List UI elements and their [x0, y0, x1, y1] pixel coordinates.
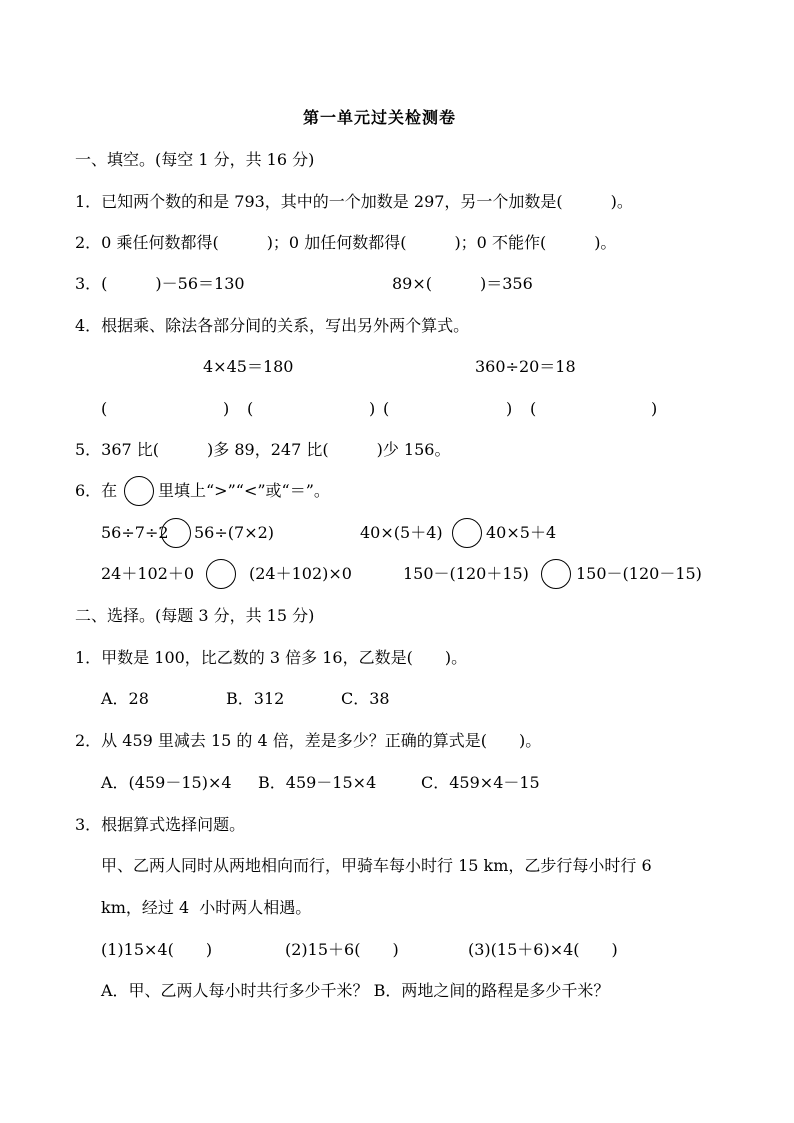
s2-q3-choices: A．甲、乙两人每小时共行多少千米？ B．两地之间的路程是多少千米？ — [101, 981, 610, 1000]
compare-circle-input[interactable] — [161, 518, 191, 548]
s1-question-3a: 3．( )－56＝130 — [75, 274, 245, 293]
compare-right: 40×5＋4 — [486, 523, 557, 542]
s2-q3-item-1[interactable]: (1)15×4( ) — [101, 940, 213, 959]
s2-question-2: 2．从 459 里减去 15 的 4 倍，差是多少？正确的算式是( )。 — [75, 731, 542, 750]
s2-question-3-stem: 3．根据算式选择问题。 — [75, 815, 246, 834]
page-title: 第一单元过关检测卷 — [303, 108, 457, 127]
compare-left: 24＋102＋0 — [101, 564, 195, 583]
compare-left: 56÷7÷2 — [101, 523, 169, 542]
compare-right: 56÷(7×2) — [194, 523, 275, 542]
answer-blank-open[interactable]: ( — [101, 399, 108, 418]
answer-blank-close[interactable]: ) — [369, 399, 376, 418]
compare-left: 40×(5＋4) — [360, 523, 443, 542]
s2-q3-item-2[interactable]: (2)15＋6( ) — [285, 940, 399, 959]
option-a[interactable]: A．(459－15)×4 — [101, 773, 232, 792]
s1-question-6-prefix: 6．在 — [75, 481, 118, 500]
compare-right: 150－(120－15) — [576, 564, 702, 583]
answer-blank-open[interactable]: ( — [530, 399, 537, 418]
answer-blank-open[interactable]: ( — [383, 399, 390, 418]
circle-icon — [124, 476, 154, 506]
option-b[interactable]: B．312 — [226, 689, 285, 708]
s1-question-6-suffix: 里填上“>”“<”或“＝”。 — [158, 481, 330, 500]
s1-question-4-stem: 4．根据乘、除法各部分间的关系，写出另外两个算式。 — [75, 316, 470, 335]
answer-blank-close[interactable]: ) — [506, 399, 513, 418]
answer-blank-close[interactable]: ) — [223, 399, 230, 418]
compare-circle-input[interactable] — [541, 559, 571, 589]
s2-q3-text-line-2: km，经过 4 小时两人相遇。 — [101, 898, 312, 917]
s1-q4-equation-1: 4×45＝180 — [203, 357, 294, 376]
option-c[interactable]: C．38 — [341, 689, 390, 708]
s1-question-5: 5．367 比( )多 89，247 比( )少 156。 — [75, 440, 451, 459]
option-c[interactable]: C．459×4－15 — [421, 773, 540, 792]
compare-circle-input[interactable] — [452, 518, 482, 548]
answer-blank-open[interactable]: ( — [247, 399, 254, 418]
section1-heading: 一、填空。(每空 1 分，共 16 分) — [75, 150, 315, 169]
s1-question-2: 2．0 乘任何数都得( )；0 加任何数都得( )；0 不能作( )。 — [75, 233, 617, 252]
section2-heading: 二、选择。(每题 3 分，共 15 分) — [75, 606, 315, 625]
s1-q4-equation-2: 360÷20＝18 — [475, 357, 576, 376]
s2-q3-text-line-1: 甲、乙两人同时从两地相向而行，甲骑车每小时行 15 km，乙步行每小时行 6 — [101, 856, 652, 875]
compare-right: (24＋102)×0 — [249, 564, 352, 583]
s2-question-1: 1．甲数是 100，比乙数的 3 倍多 16，乙数是( )。 — [75, 648, 468, 667]
answer-blank-close[interactable]: ) — [651, 399, 658, 418]
s2-q3-item-3[interactable]: (3)(15＋6)×4( ) — [468, 940, 618, 959]
compare-left: 150－(120＋15) — [403, 564, 529, 583]
s1-question-3b: 89×( )＝356 — [392, 274, 533, 293]
s1-question-1: 1．已知两个数的和是 793，其中的一个加数是 297，另一个加数是( )。 — [75, 192, 633, 211]
option-a[interactable]: A．28 — [101, 689, 149, 708]
option-b[interactable]: B．459－15×4 — [258, 773, 377, 792]
compare-circle-input[interactable] — [206, 559, 236, 589]
